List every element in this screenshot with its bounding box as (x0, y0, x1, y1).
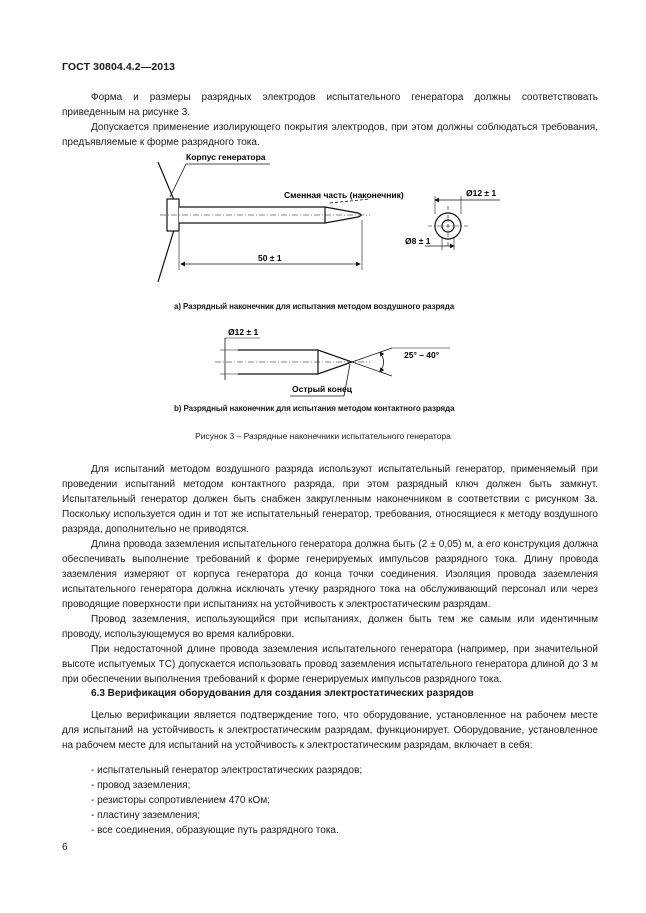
paragraph-2: Допускается применение изолирующего покрытия электродов, при этом должны соблюдаться требования, предъявляемые к форме разрядного тока. (62, 122, 598, 148)
label-sharp-end: Острый конец (292, 384, 352, 394)
equipment-list (91, 763, 362, 838)
paragraph-4: Длина провода заземления испытательного генератора должна быть (2 ± 0,05) м, а его конструкция должна обеспечивать выполнение требований к форме генерируемых импульсов разрядного тока. Длину провода заземления измеряют от корпуса генератора до конца точки соединения. Изоляция провода заземления испытательного генератора должна исключать утечку разрядного тока на обслуживающий персонал или через проводящие поверхности при испытаниях на устойчивость к электростатическим разрядам. (62, 539, 598, 610)
list-item: - пластину заземления; (91, 810, 201, 821)
electrode-a-drawing (158, 162, 500, 282)
figure-caption: Рисунок 3 – Разрядные наконечники испытательного генератора (195, 431, 451, 441)
page-number: 6 (62, 842, 68, 853)
caption-b: b) Разрядный наконечник для испытания методом контактного разряда (174, 404, 455, 413)
paragraph-6: При недостаточной длине провода заземления испытательного генератора (например, при значительной высоте испытуемых ТС) допускается использовать провод заземления испытательного генератора длиной до 3 м при обеспечении выполнения требований к форме генерируемых импульсов разрядного тока. (62, 644, 598, 685)
list-item: - испытательный генератор электростатических разрядов; (91, 765, 363, 776)
dim-d12-a: Ø12 ± 1 (466, 188, 497, 198)
section-title: 6.3 Верификация оборудования для создания электростатических разрядов (91, 688, 474, 699)
label-housing: Корпус генератора (186, 152, 266, 162)
dim-d8: Ø8 ± 1 (405, 236, 431, 246)
figure-3-drawing (0, 0, 646, 430)
paragraph-3: Для испытаний методом воздушного разряда используют испытательный генератор, применяемый при проведении испытаний методом контактного разряда, при этом разрядный ключ должен быть замкнут. Испытательный генератор должен быть снабжен закругленным наконечником в соответствии с рисунком 3а. Поскольку используется один и тот же испытательный генератор, требования, относящиеся к методу воздушного разряда, дополнительно не приводятся. (62, 464, 598, 535)
body-text (62, 462, 598, 687)
document-header: ГОСТ 30804.4.2—2013 (62, 61, 176, 73)
paragraph-1: Форма и размеры разрядных электродов испытательного генератора должны соответствовать приведенным на рисунке 3. (62, 92, 598, 118)
section-text (62, 708, 598, 753)
list-item: - все соединения, образующие путь разрядного тока. (91, 825, 339, 836)
paragraph-7: Целью верификации является подтверждение того, что оборудование, установленное на рабочем месте для испытаний на устойчивость к электростатическим разрядам, функционирует. Оборудование, установленное на рабочем месте для испытаний на устойчивость к электростатическим разрядам, включает в себя: (62, 710, 598, 751)
dim-length: 50 ± 1 (258, 253, 282, 263)
dim-d12-b: Ø12 ± 1 (228, 327, 259, 337)
dim-angle: 25° – 40° (404, 350, 440, 360)
list-item: - провод заземления; (91, 780, 191, 791)
label-removable: Сменная часть (наконечник) (284, 190, 404, 200)
list-item: - резисторы сопротивлением 470 кОм; (91, 795, 270, 806)
paragraph-5: Провод заземления, использующийся при испытаниях, должен быть тем же самым или идентичным проводу, использующемуся во время калибровки. (62, 614, 598, 640)
caption-a: а) Разрядный наконечник для испытания методом воздушного разряда (174, 302, 455, 311)
